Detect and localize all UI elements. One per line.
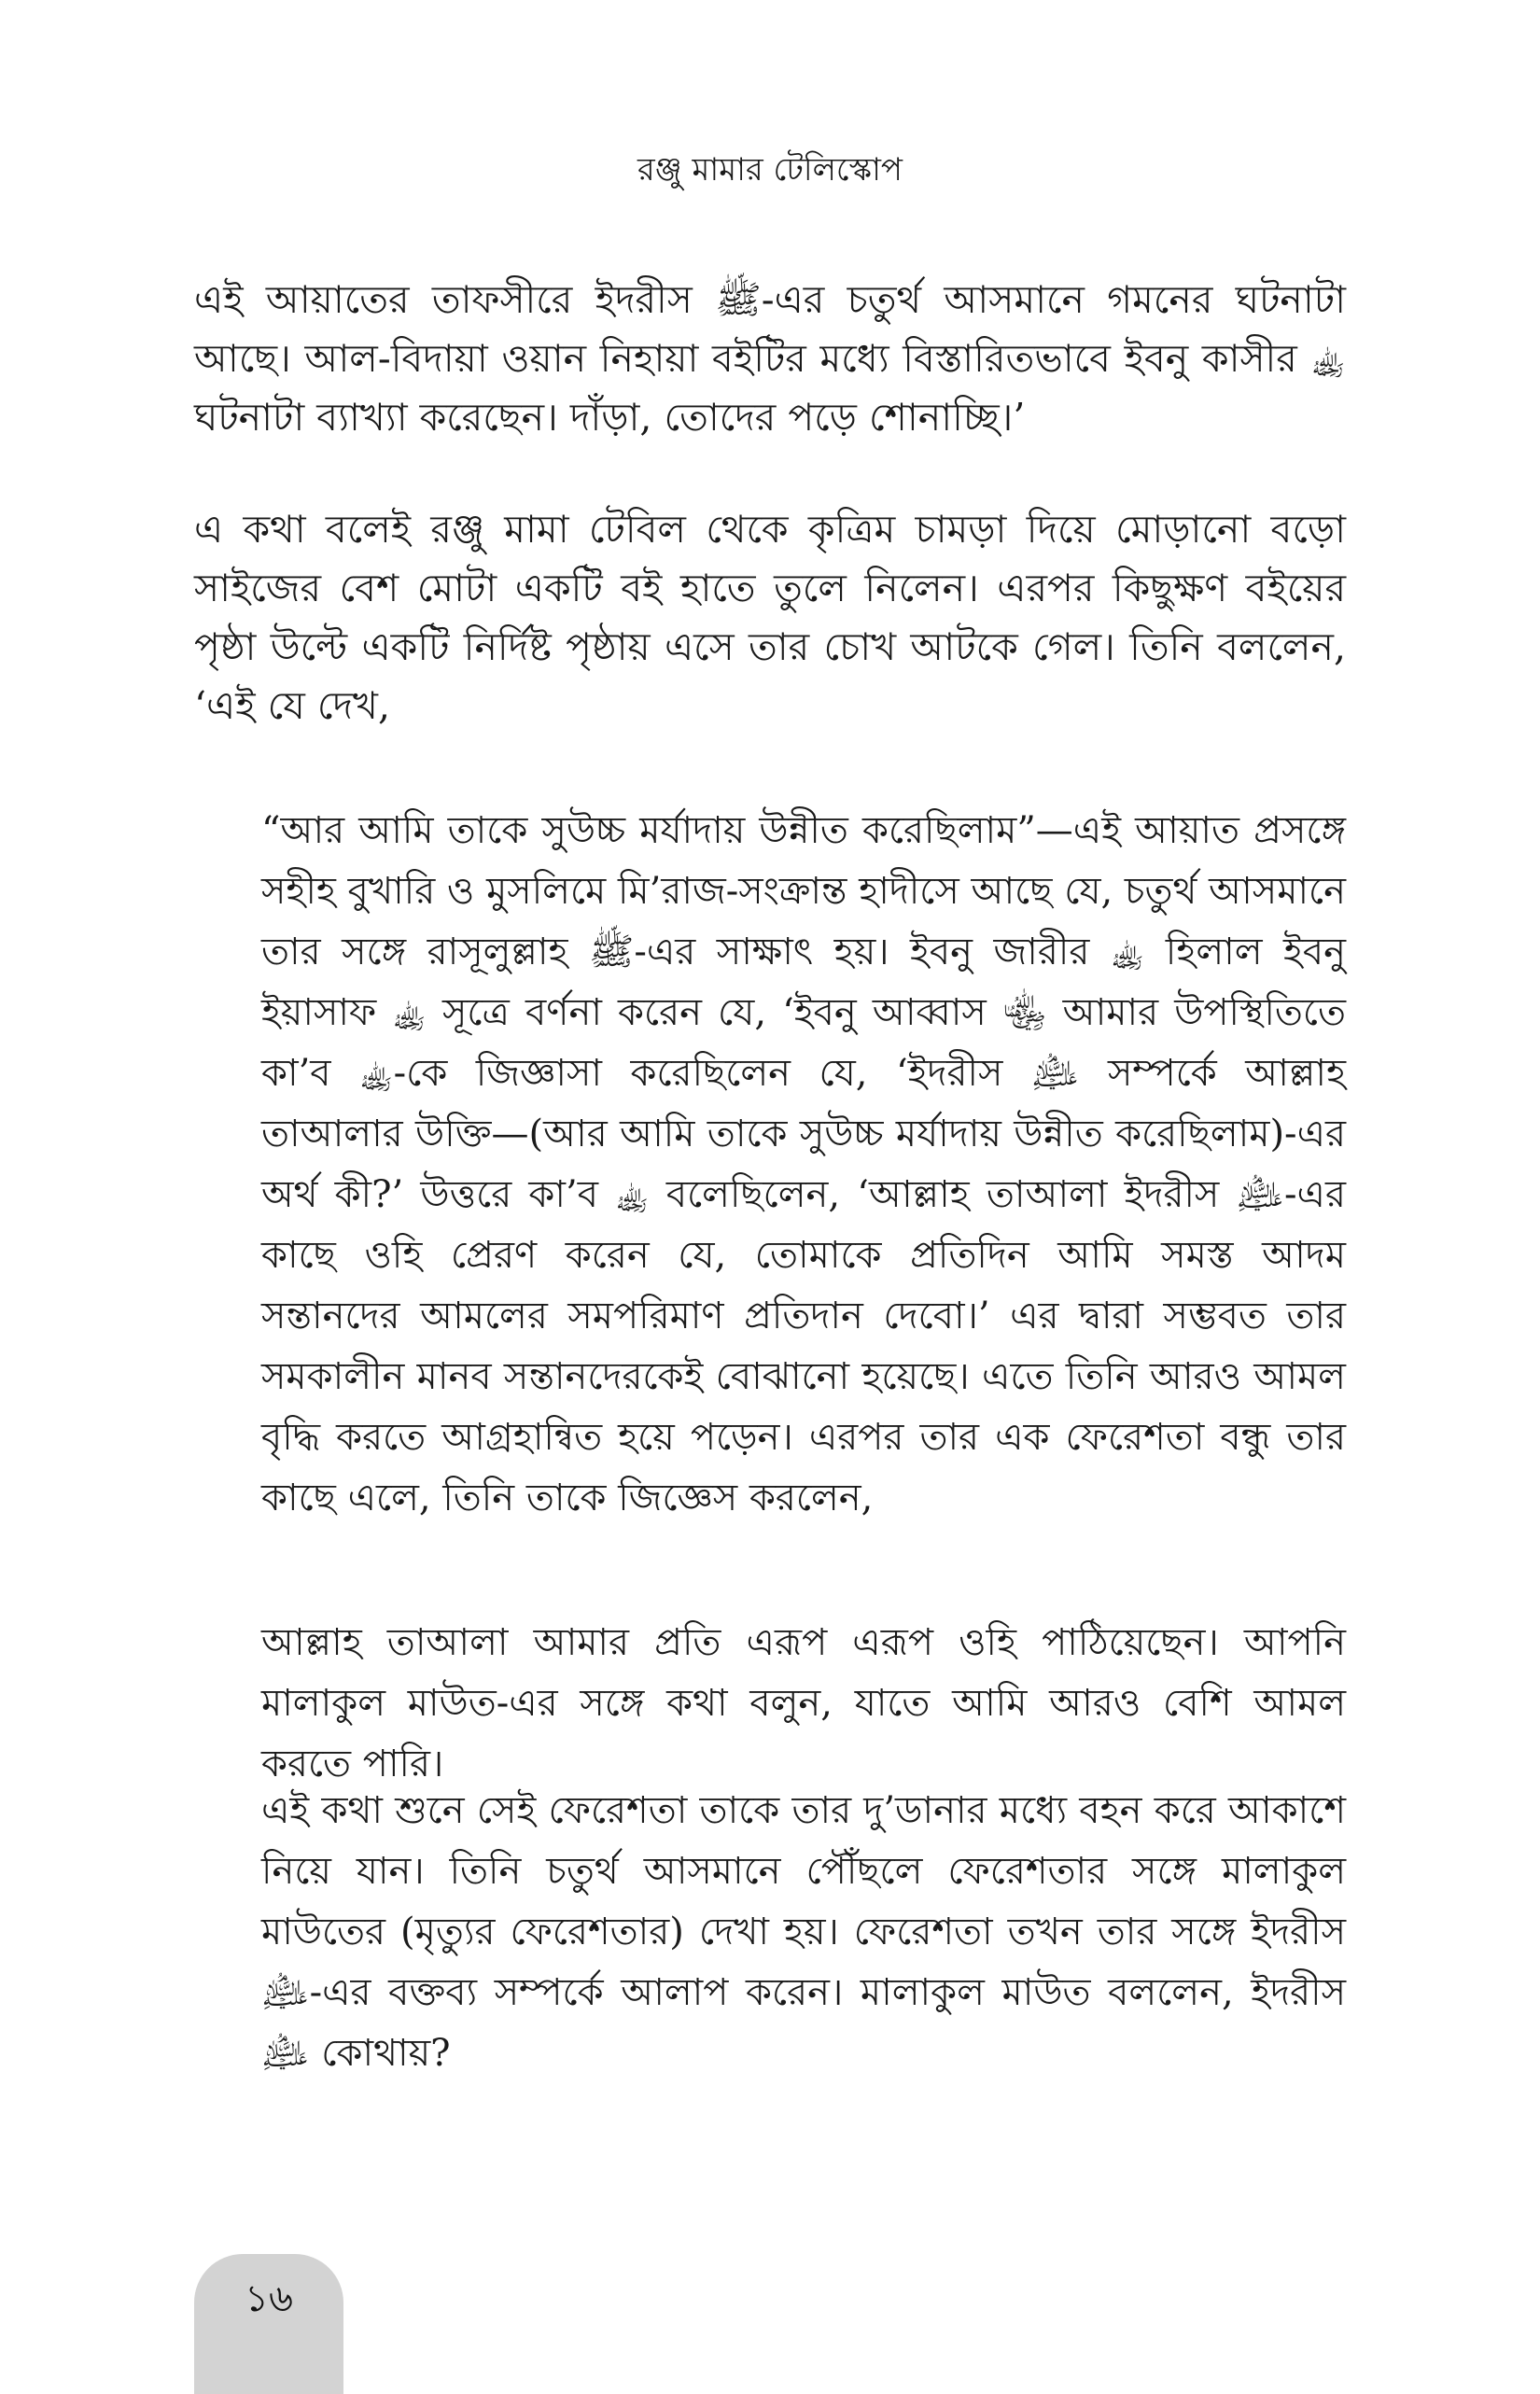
quoted-paragraph: এই কথা শুনে সেই ফেরেশতা তাকে তার দু’ডানার মধ্যে বহন করে আকাশে নিয়ে যান। তিনি চতুর্থ আসমানে পৌঁছলে ফেরেশতার সঙ্গে মালাকুল মাউতের (মৃত্যুর ফেরেশতার) দেখা হয়। ফেরেশতা তখন তার সঙ্গে ইদরীস ﵇-এর বক্তব্য সম্পর্কে আলাপ করেন। মালাকুল মাউত বললেন, ইদরীস ﵇ কোথায়? (261, 1789, 1346, 2075)
running-header-title: রঞ্জু মামার টেলিস্কোপ (637, 151, 903, 189)
quoted-paragraph: আল্লাহ তাআলা আমার প্রতি এরূপ এরূপ ওহি পাঠিয়েছেন। আপনি মালাকুল মাউত-এর সঙ্গে কথা বলুন, যাতে আমি আরও বেশি আমল করতে পারি। (261, 1621, 1346, 1785)
quoted-paragraph: “আর আমি তাকে সুউচ্চ মর্যাদায় উন্নীত করেছিলাম”—এই আয়াত প্রসঙ্গে সহীহ বুখারি ও মুসলিমে মি’রাজ-সংক্রান্ত হাদীসে আছে যে, চতুর্থ আসমানে তার সঙ্গে রাসূলুল্লাহ ﷺ-এর সাক্ষাৎ হয়। ইবনু জারীর ﵀ হিলাল ইবনু ইয়াসাফ ﵀ সূত্রে বর্ণনা করেন যে, ‘ইবনু আব্বাস ﵄ আমার উপস্থিতিতে কা’ব ﵀-কে জিজ্ঞাসা করেছিলেন যে, ‘ইদরীস ﵇ সম্পর্কে আল্লাহ তাআলার উক্তি—(আর আমি তাকে সুউচ্চ মর্যাদায় উন্নীত করেছিলাম)-এর অর্থ কী?’ উত্তরে কা’ব ﵀ বলেছিলেন, ‘আল্লাহ তাআলা ইদরীস ﵇-এর কাছে ওহি প্রেরণ করেন যে, তোমাকে প্রতিদিন আমি সমস্ত আদম সন্তানদের আমলের সমপরিমাণ প্রতিদান দেবো।’ এর দ্বারা সম্ভবত তার সমকালীন মানব সন্তানদেরকেই বোঝানো হয়েছে। এতে তিনি আরও আমল বৃদ্ধি করতে আগ্রহান্বিত হয়ে পড়েন। এরপর তার এক ফেরেশতা বন্ধু তার কাছে এলে, তিনি তাকে জিজ্ঞেস করলেন, (261, 809, 1346, 1519)
body-paragraph: এ কথা বলেই রঞ্জু মামা টেবিল থেকে কৃত্রিম চামড়া দিয়ে মোড়ানো বড়ো সাইজের বেশ মোটা একটি বই হাতে তুলে নিলেন। এরপর কিছুক্ষণ বইয়ের পৃষ্ঠা উল্টে একটি নির্দিষ্ট পৃষ্ঠায় এসে তার চোখ আটকে গেল। তিনি বললেন, ‘এই যে দেখ, (194, 507, 1346, 728)
body-paragraph: এই আয়াতের তাফসীরে ইদরীস ﷺ-এর চতুর্থ আসমানে গমনের ঘটনাটা আছে। আল-বিদায়া ওয়ান নিহায়া বইটির মধ্যে বিস্তারিতভাবে ইবনু কাসীর ﵀ ঘটনাটা ব্যাখ্যা করেছেন। দাঁড়া, তোদের পড়ে শোনাচ্ছি।’ (194, 277, 1346, 440)
page-number-tab (194, 2254, 343, 2394)
page-number: ১৬ (245, 2277, 293, 2320)
